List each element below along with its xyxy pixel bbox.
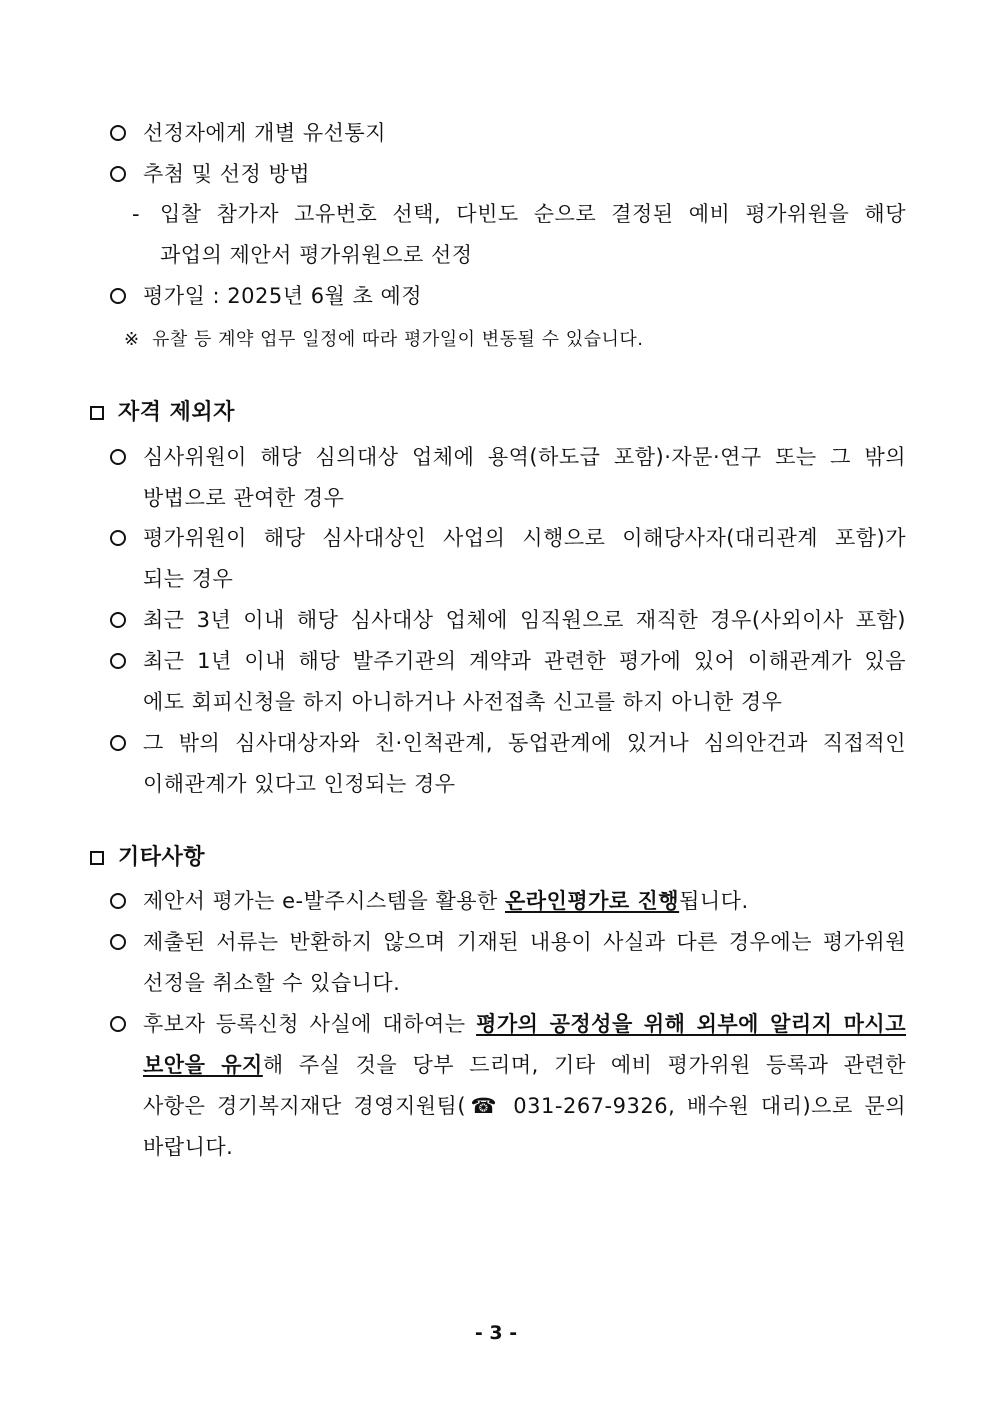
s3-item3-line1-pre: 후보자 등록신청 사실에 대하여는 xyxy=(143,1012,477,1036)
s1-sub1-line1: 입찰 참가자 고유번호 선택, 다빈도 순으로 결정된 예비 평가위원을 해당 xyxy=(160,202,906,226)
dash-bullet: - xyxy=(132,202,141,226)
s3-item3-line4: 바랍니다. xyxy=(143,1135,234,1159)
circle-bullet-icon xyxy=(110,449,126,465)
circle-bullet-icon xyxy=(110,735,126,751)
circle-bullet-icon xyxy=(110,125,126,141)
s3-item2-line2: 선정을 취소할 수 있습니다. xyxy=(143,971,401,995)
s3-item1-pre: 제안서 평가는 e-발주시스템을 활용한 xyxy=(143,889,505,913)
s3-item3-line2-post: 해 주실 것을 당부 드리며, 기타 예비 평가위원 등록과 관련한 xyxy=(262,1053,906,1077)
s3-item3-line1-emphasis: 평가의 공정성을 위해 외부에 알리지 마시고 xyxy=(476,1012,906,1036)
square-bullet-icon xyxy=(90,406,104,420)
s2-item1-line1: 심사위원이 해당 심의대상 업체에 용역(하도급 포함)·자문·연구 또는 그 밖의 xyxy=(143,445,906,469)
circle-bullet-icon xyxy=(110,530,126,546)
page-number: - 3 - xyxy=(474,1322,518,1344)
s2-item4-line1: 최근 1년 이내 해당 발주기관의 계약과 관련한 평가에 있어 이해관계가 있음 xyxy=(143,649,906,673)
s2-item2-line1: 평가위원이 해당 심사대상인 사업의 시행으로 이해당사자(대리관계 포함)가 xyxy=(143,526,906,550)
square-bullet-icon xyxy=(90,851,104,865)
s1-item2: 추첨 및 선정 방법 xyxy=(143,162,311,186)
s1-item3: 평가일 : 2025년 6월 초 예정 xyxy=(143,284,423,308)
s1-sub1-line2: 과업의 제안서 평가위원으로 선정 xyxy=(160,243,473,267)
circle-bullet-icon xyxy=(110,1016,126,1032)
circle-bullet-icon xyxy=(110,288,126,304)
section-title-misc: 기타사항 xyxy=(118,845,206,870)
s3-item1-emphasis: 온라인평가로 진행 xyxy=(505,889,680,913)
circle-bullet-icon xyxy=(110,612,126,628)
note-mark: ※ xyxy=(124,329,140,350)
s2-item5-line1: 그 밖의 심사대상자와 친·인척관계, 동업관계에 있거나 심의안건과 직접적인 xyxy=(143,731,906,755)
s2-item5-line2: 이해관계가 있다고 인정되는 경우 xyxy=(143,772,456,796)
s3-item1 xyxy=(143,886,749,916)
circle-bullet-icon xyxy=(110,893,126,909)
s3-item3-line1 xyxy=(143,1009,906,1039)
circle-bullet-icon xyxy=(110,166,126,182)
s2-item2-line2: 되는 경우 xyxy=(143,567,234,591)
circle-bullet-icon xyxy=(110,934,126,950)
s3-item3-line2-emphasis: 보안을 유지 xyxy=(143,1053,263,1077)
s2-item3: 최근 3년 이내 해당 심사대상 업체에 임직원으로 재직한 경우(사외이사 포함) xyxy=(143,608,906,632)
section-title-exclusions: 자격 제외자 xyxy=(118,400,235,425)
s3-item2-line1: 제출된 서류는 반환하지 않으며 기재된 내용이 사실과 다른 경우에는 평가위원 xyxy=(143,930,906,954)
s3-item3-line3: 사항은 경기복지재단 경영지원팀(☎ 031-267-9326, 배수원 대리)으로 문의 xyxy=(143,1094,906,1118)
s3-item3-line2 xyxy=(143,1050,906,1080)
s2-item4-line2: 에도 회피신청을 하지 아니하거나 사전접촉 신고를 하지 아니한 경우 xyxy=(143,690,783,714)
s1-note: 유찰 등 계약 업무 일정에 따라 평가일이 변동될 수 있습니다. xyxy=(152,329,644,350)
s1-item1: 선정자에게 개별 유선통지 xyxy=(143,121,386,145)
circle-bullet-icon xyxy=(110,653,126,669)
s2-item1-line2: 방법으로 관여한 경우 xyxy=(143,486,345,510)
s3-item1-post: 됩니다. xyxy=(679,889,749,913)
